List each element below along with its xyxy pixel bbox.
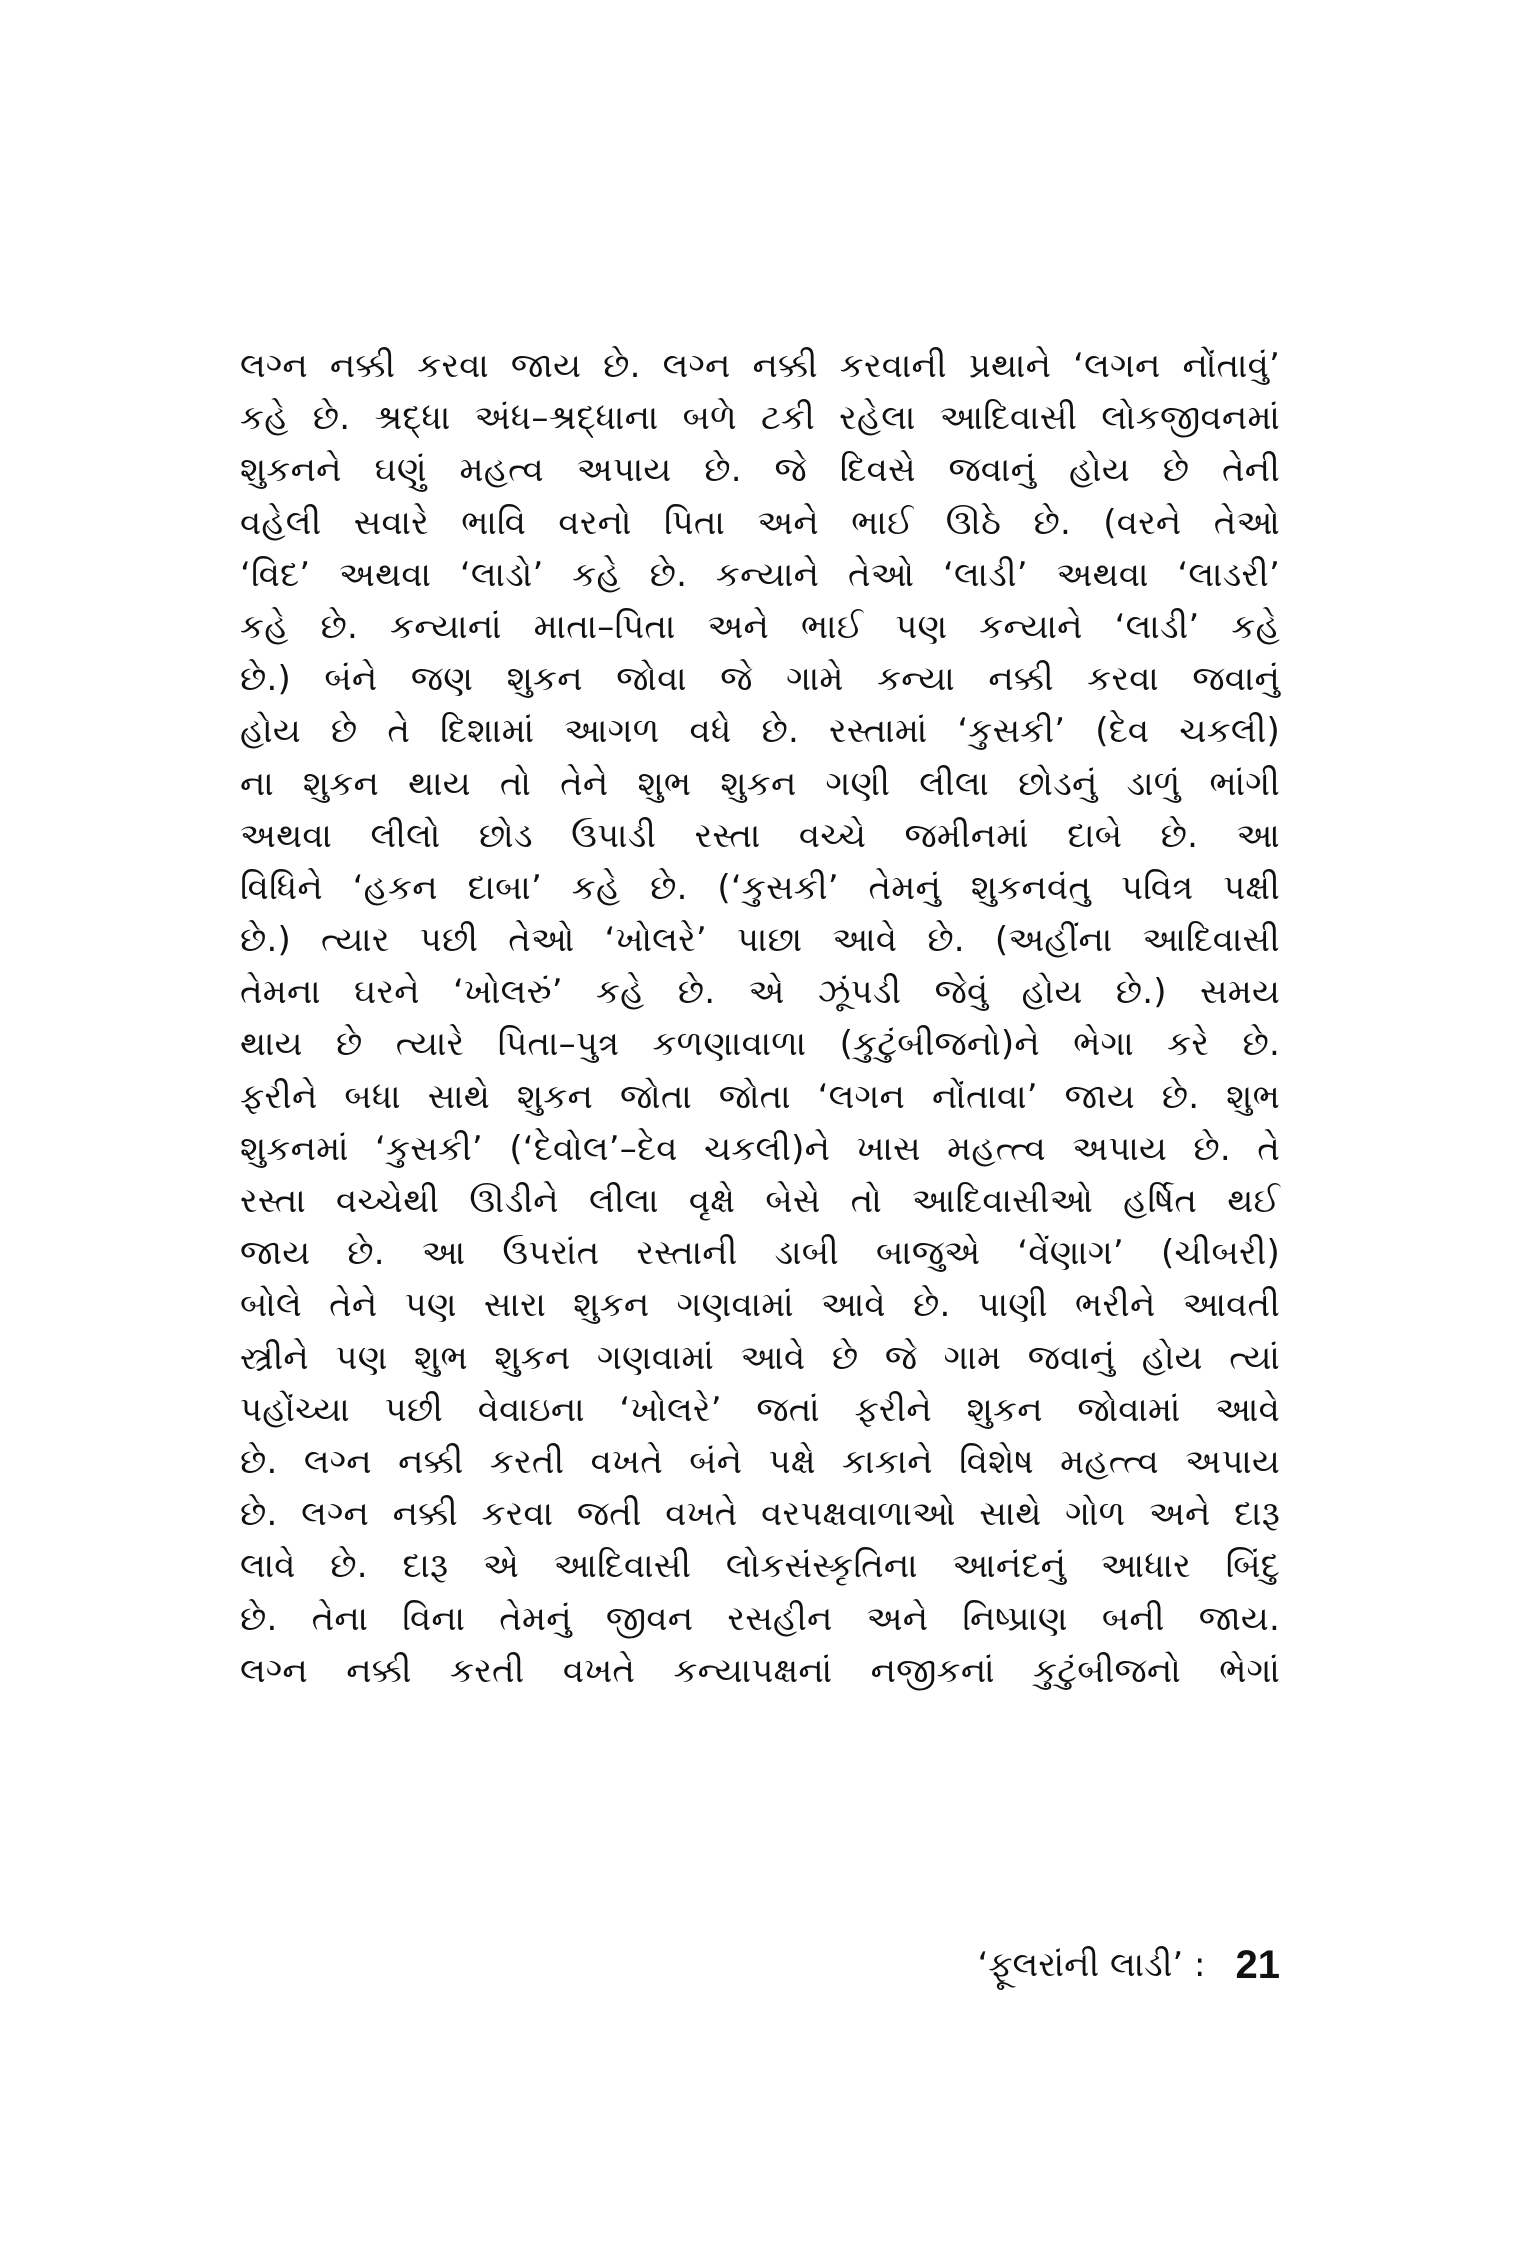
text-line: ના શુકન થાય તો તેને શુભ શુકન ગણી લીલા છોડનું ડાળું ભાંગી (240, 763, 1280, 804)
text-line: કહે છે. શ્રદ્ધા અંધ–શ્રદ્ધાના બળે ટકી રહેલા આદિવાસી લોકજીવનમાં (240, 398, 1280, 439)
text-line: તેમના ઘરને ‘ખોલરું’ કહે છે. એ ઝૂંપડી જેવું હોય છે.) સમય (240, 972, 1280, 1013)
text-line: ફરીને બધા સાથે શુકન જોતા જોતા ‘લગન નોંતાવા’ જાય છે. શુભ (240, 1076, 1280, 1117)
text-line: અથવા લીલો છોડ ઉપાડી રસ્તા વચ્ચે જમીનમાં દાબે છે. આ (240, 815, 1280, 856)
text-line: લગ્ન નક્કી કરવા જાય છે. લગ્ન નક્કી કરવાની પ્રથાને ‘લગન નોંતાવું’ (240, 346, 1280, 386)
text-line: છે. લગ્ન નક્કી કરવા જતી વખતે વરપક્ષવાળાઓ સાથે ગોળ અને દારૂ (240, 1494, 1280, 1535)
page-number: 21 (1235, 1943, 1280, 1987)
text-line: જાય છે. આ ઉપરાંત રસ્તાની ડાબી બાજુએ ‘વેંણાગ’ (ચીબરી) (240, 1233, 1280, 1274)
text-line: છે. તેના વિના તેમનું જીવન રસહીન અને નિષ્પ્રાણ બની જાય. (240, 1598, 1280, 1639)
text-line: છે.) બંને જણ શુકન જોવા જે ગામે કન્યા નક્કી કરવા જવાનું (240, 659, 1280, 700)
text-line: કહે છે. કન્યાનાં માતા–પિતા અને ભાઈ પણ કન્યાને ‘લાડી’ કહે (240, 606, 1280, 647)
text-line: લગ્ન નક્કી કરતી વખતે કન્યાપક્ષનાં નજીકનાં કુટુંબીજનો ભેગાં (240, 1650, 1280, 1691)
body-text (240, 340, 1280, 1697)
text-line: થાય છે ત્યારે પિતા–પુત્ર કળણાવાળા (કુટુંબીજનો)ને ભેગા કરે છે. (240, 1024, 1280, 1065)
text-line: છે. લગ્ન નક્કી કરતી વખતે બંને પક્ષે કાકાને વિશેષ મહત્ત્વ અપાય (240, 1441, 1280, 1482)
text-line: રસ્તા વચ્ચેથી ઊડીને લીલા વૃક્ષે બેસે તો આદિવાસીઓ હર્ષિત થઈ (240, 1181, 1280, 1221)
text-line: ‘વિદ’ અથવા ‘લાડો’ કહે છે. કન્યાને તેઓ ‘લાડી’ અથવા ‘લાડરી’ (240, 554, 1280, 595)
running-title: ‘ફૂલરાંની લાડી’ : (977, 1945, 1206, 1985)
text-line: પહોંચ્યા પછી વેવાઇના ‘ખોલરે’ જતાં ફરીને શુકન જોવામાં આવે (240, 1389, 1280, 1430)
text-line: લાવે છે. દારૂ એ આદિવાસી લોકસંસ્કૃતિના આનંદનું આધાર બિંદુ (240, 1546, 1280, 1587)
text-line: છે.) ત્યાર પછી તેઓ ‘ખોલરે’ પાછા આવે છે. (અહીંના આદિવાસી (240, 920, 1280, 961)
text-line: વહેલી સવારે ભાવિ વરનો પિતા અને ભાઈ ઊઠે છે. (વરને તેઓ (240, 502, 1280, 543)
text-line: શુકનને ઘણું મહત્વ અપાય છે. જે દિવસે જવાનું હોય છે તેની (240, 450, 1280, 491)
text-line: વિધિને ‘હકન દાબા’ કહે છે. (‘કુસકી’ તેમનું શુકનવંતુ પવિત્ર પક્ષી (240, 867, 1280, 908)
text-line: હોય છે તે દિશામાં આગળ વધે છે. રસ્તામાં ‘કુસકી’ (દેવ ચકલી) (240, 711, 1280, 752)
text-line: સ્ત્રીને પણ શુભ શુકન ગણવામાં આવે છે જે ગામ જવાનું હોય ત્યાં (240, 1337, 1280, 1378)
text-line: બોલે તેને પણ સારા શુકન ગણવામાં આવે છે. પાણી ભરીને આવતી (240, 1285, 1280, 1326)
page-footer (880, 1935, 1280, 1995)
text-line: શુકનમાં ‘કુસકી’ (‘દેવોલ’–દેવ ચકલી)ને ખાસ મહત્ત્વ અપાય છે. તે (240, 1128, 1280, 1169)
